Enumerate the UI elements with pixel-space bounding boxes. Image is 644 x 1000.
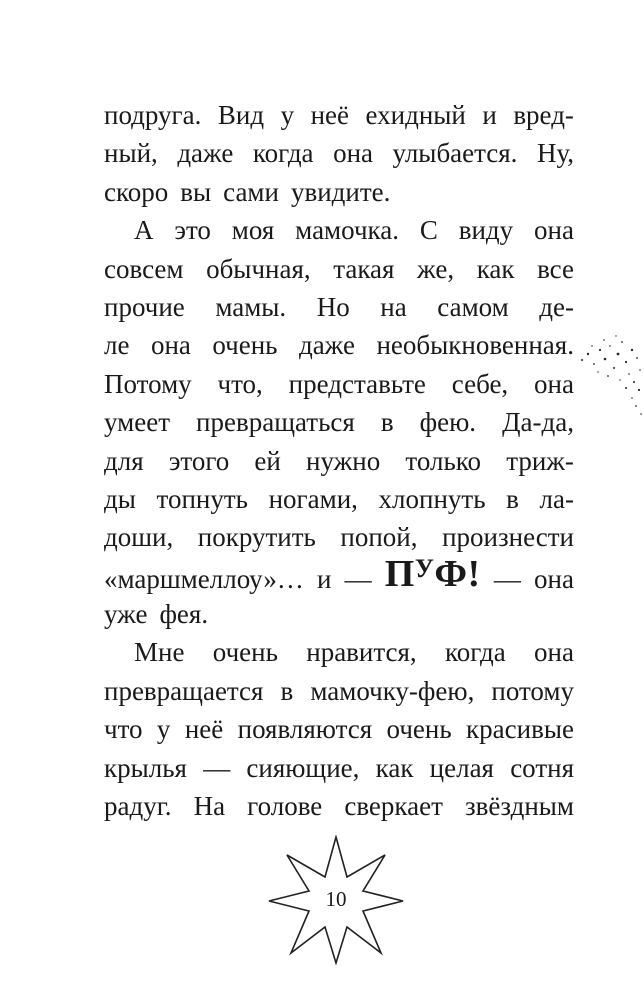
word: доши, bbox=[104, 522, 174, 553]
word: она bbox=[333, 138, 373, 169]
word: нужно bbox=[306, 445, 381, 476]
word: все bbox=[537, 253, 574, 284]
word: Ну, bbox=[536, 138, 574, 169]
word: она bbox=[534, 563, 574, 594]
word: На bbox=[193, 791, 226, 822]
word: потому bbox=[491, 675, 574, 706]
word: мамы. bbox=[215, 291, 287, 322]
word: Потому bbox=[104, 368, 192, 399]
word: представьте bbox=[288, 368, 426, 399]
word: А bbox=[134, 215, 154, 246]
word: покрутить bbox=[197, 522, 316, 553]
word: этого bbox=[168, 445, 230, 476]
text-line bbox=[104, 250, 574, 288]
word: даже bbox=[298, 330, 355, 361]
word: ехидный bbox=[365, 100, 466, 130]
text-line bbox=[104, 365, 574, 403]
word: мамочку-фею, bbox=[310, 675, 475, 706]
word: как bbox=[476, 253, 515, 284]
word: что, bbox=[217, 368, 263, 399]
word: нравится, bbox=[306, 637, 417, 668]
word: и bbox=[317, 563, 332, 594]
text-line-with-puff bbox=[104, 552, 574, 595]
text-line bbox=[104, 403, 574, 441]
word: сотня bbox=[510, 752, 574, 783]
text-line bbox=[104, 480, 574, 518]
word: Вид bbox=[217, 100, 265, 130]
word: улыбается. bbox=[392, 138, 518, 169]
word: ей bbox=[254, 445, 281, 476]
word: очень bbox=[212, 637, 278, 668]
word: и bbox=[482, 100, 497, 130]
word: прочие bbox=[104, 291, 185, 322]
word: это bbox=[174, 215, 211, 246]
text-line bbox=[104, 710, 574, 748]
paragraph-start-line bbox=[104, 211, 574, 249]
word: только bbox=[405, 445, 482, 476]
word: фея. bbox=[159, 599, 209, 630]
word: — bbox=[493, 563, 521, 594]
word: произнести bbox=[442, 522, 574, 553]
word: де- bbox=[539, 291, 574, 322]
word: для bbox=[104, 445, 144, 476]
word: Да-да, bbox=[502, 407, 574, 438]
word: превращаться bbox=[196, 407, 355, 438]
word: у bbox=[280, 100, 295, 130]
paragraph-end-line bbox=[104, 173, 574, 211]
word: у bbox=[156, 714, 171, 745]
word: такая bbox=[333, 253, 395, 284]
word: себе, bbox=[451, 368, 509, 399]
word: ла- bbox=[539, 483, 574, 514]
word: увидите. bbox=[290, 176, 391, 207]
text-line bbox=[104, 326, 574, 364]
body-text bbox=[104, 96, 574, 825]
word: самом bbox=[437, 291, 509, 322]
sparkle-dust-icon bbox=[574, 330, 644, 420]
word: превращается bbox=[104, 675, 264, 706]
word: — bbox=[344, 563, 372, 594]
word: в bbox=[380, 407, 394, 438]
word: хлопнуть bbox=[378, 483, 486, 514]
page-number-star bbox=[267, 835, 405, 965]
word: сияющие, bbox=[246, 752, 360, 783]
word: ный, bbox=[104, 138, 158, 169]
word: — bbox=[203, 752, 231, 783]
word: вред- bbox=[513, 100, 574, 130]
paragraph-start-line bbox=[104, 633, 574, 671]
text-line bbox=[104, 96, 574, 134]
word: в bbox=[506, 483, 519, 514]
word: обычная, bbox=[206, 253, 311, 284]
word: совсем bbox=[104, 253, 184, 284]
word: что bbox=[104, 714, 143, 745]
word: фею. bbox=[419, 407, 477, 438]
word: она bbox=[150, 330, 191, 361]
word: подруга. bbox=[104, 100, 202, 130]
word: она bbox=[534, 637, 574, 668]
word: очень bbox=[386, 714, 452, 745]
word: уже bbox=[104, 599, 148, 630]
text-line bbox=[104, 518, 574, 556]
word: очень bbox=[212, 330, 278, 361]
word: вы bbox=[180, 176, 212, 207]
text-line bbox=[104, 749, 574, 787]
word: на bbox=[380, 291, 407, 322]
word: Мне bbox=[134, 637, 185, 668]
text-line bbox=[104, 288, 574, 326]
word: сверкает bbox=[344, 791, 443, 822]
word: голове bbox=[247, 791, 323, 822]
word: как bbox=[375, 752, 414, 783]
word: ле bbox=[104, 330, 130, 361]
word: ногами, bbox=[268, 483, 358, 514]
text-line bbox=[104, 787, 574, 825]
word: П bbox=[384, 552, 415, 595]
word: необыкновенная. bbox=[376, 330, 574, 361]
word: умеет bbox=[104, 407, 170, 438]
word: Ф! bbox=[434, 552, 481, 595]
text-line bbox=[104, 134, 574, 172]
puff-exclamation bbox=[384, 552, 481, 597]
word: появляются bbox=[237, 714, 373, 745]
word: когда bbox=[445, 637, 506, 668]
word: ды bbox=[104, 483, 136, 514]
word: звёздным bbox=[465, 791, 574, 822]
word: красивые bbox=[466, 714, 574, 745]
word: моя bbox=[231, 215, 275, 246]
word: она bbox=[534, 368, 574, 399]
word: топнуть bbox=[156, 483, 248, 514]
word: скоро bbox=[104, 176, 169, 207]
word: целая bbox=[429, 752, 494, 783]
word: «маршмеллоу»… bbox=[104, 563, 304, 594]
word: она bbox=[534, 215, 574, 246]
word: У bbox=[414, 553, 435, 583]
word: же, bbox=[417, 253, 455, 284]
word: попой, bbox=[340, 522, 418, 553]
text-line bbox=[104, 442, 574, 480]
paragraph-end-line bbox=[104, 595, 574, 633]
word: когда bbox=[252, 138, 314, 169]
word: виду bbox=[458, 215, 514, 246]
page-number: 10 bbox=[325, 887, 347, 911]
word: в bbox=[280, 675, 294, 706]
word: Но bbox=[316, 291, 350, 322]
word: сами bbox=[223, 176, 279, 207]
word: неё bbox=[310, 100, 349, 130]
word: неё bbox=[184, 714, 224, 745]
text-line bbox=[104, 672, 574, 710]
word: мамочка. bbox=[295, 215, 399, 246]
word: радуг. bbox=[104, 791, 172, 822]
word: даже bbox=[177, 138, 234, 169]
word: триж- bbox=[506, 445, 574, 476]
word: С bbox=[419, 215, 438, 246]
word: крылья bbox=[104, 752, 187, 783]
